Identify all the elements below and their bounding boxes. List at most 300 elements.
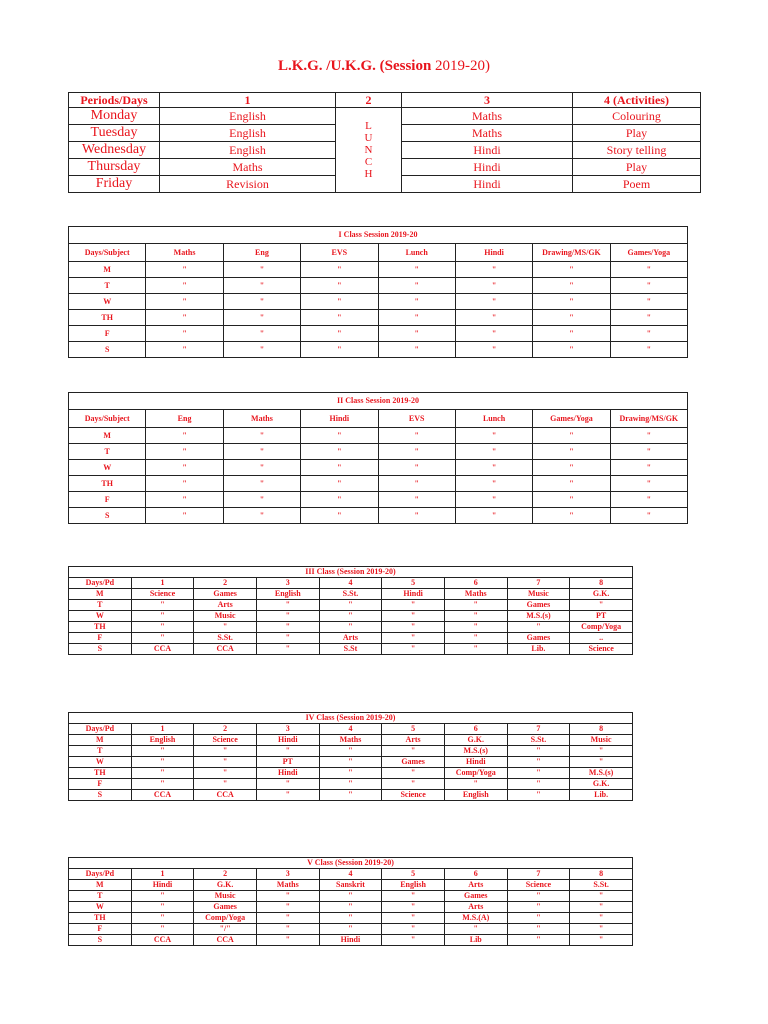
period-cell: " [319, 600, 382, 611]
period-cell: " [146, 326, 223, 342]
period-cell: " [319, 790, 382, 801]
period-cell: " [570, 935, 633, 946]
period-cell: " [146, 294, 223, 310]
period-cell: " [194, 746, 257, 757]
period-cell: " [194, 622, 257, 633]
period-cell: " [444, 600, 507, 611]
day-cell: S [69, 935, 132, 946]
lkg-timetable [68, 92, 701, 193]
header-cell: Days/Subject [69, 410, 146, 428]
header-cell: Days/Pd [69, 578, 132, 589]
lunch-label: L U N C H [364, 120, 373, 180]
table-row [69, 294, 688, 310]
period-cell: Science [570, 644, 633, 655]
period-cell: " [533, 460, 610, 476]
day-cell: T [69, 278, 146, 294]
period-cell: Maths [402, 125, 573, 142]
table-row [69, 913, 633, 924]
header-cell: Days/Pd [69, 724, 132, 735]
period-cell: " [444, 633, 507, 644]
period-cell: " [610, 310, 687, 326]
day-cell: F [69, 779, 132, 790]
header-cell: 8 [570, 724, 633, 735]
period-cell: " [610, 492, 687, 508]
period-cell: " [382, 902, 445, 913]
table-row [69, 326, 688, 342]
period-cell: G.K. [570, 589, 633, 600]
table-row [69, 600, 633, 611]
period-cell: " [533, 492, 610, 508]
header-cell: Days/Subject [69, 244, 146, 262]
lunch-cell [336, 108, 402, 193]
day-cell: W [69, 460, 146, 476]
day-cell: TH [69, 913, 132, 924]
header-cell: 3 [256, 578, 319, 589]
table-row [69, 735, 633, 746]
period-cell: " [256, 611, 319, 622]
period-cell: " [455, 342, 532, 358]
period-cell: " [223, 508, 300, 524]
table-header-row [69, 724, 633, 735]
period-cell: " [131, 924, 194, 935]
period-cell: " [301, 444, 378, 460]
period-cell: Arts [444, 880, 507, 891]
period-cell: Science [131, 589, 194, 600]
day-cell: M [69, 880, 132, 891]
table-header-row [69, 93, 701, 108]
period-cell: " [256, 902, 319, 913]
period-cell: " [570, 746, 633, 757]
period-cell: " [256, 924, 319, 935]
period-cell: " [378, 476, 455, 492]
period-cell: " [131, 611, 194, 622]
table-header-row [69, 578, 633, 589]
period-cell: Maths [160, 159, 336, 176]
period-cell: Revision [160, 176, 336, 193]
table-row [69, 476, 688, 492]
period-cell: " [382, 935, 445, 946]
period-cell: " [378, 428, 455, 444]
period-cell: Arts [444, 902, 507, 913]
period-cell: " [507, 622, 570, 633]
table-row [69, 790, 633, 801]
period-cell: " [455, 326, 532, 342]
period-cell: " [131, 746, 194, 757]
period-cell: " [610, 428, 687, 444]
table-row [69, 108, 701, 125]
header-cell: 4 [319, 578, 382, 589]
period-cell: " [319, 611, 382, 622]
day-cell: M [69, 262, 146, 278]
day-cell: T [69, 600, 132, 611]
day-cell: M [69, 735, 132, 746]
table-row [69, 757, 633, 768]
header-cell: Drawing/MS/GK [610, 410, 687, 428]
day-cell: S [69, 342, 146, 358]
period-cell: " [444, 611, 507, 622]
period-cell: " [378, 310, 455, 326]
period-cell: Story telling [573, 142, 701, 159]
period-cell: " [146, 492, 223, 508]
period-cell: " [570, 924, 633, 935]
period-cell: " [131, 633, 194, 644]
period-cell: " [382, 746, 445, 757]
period-cell: " [455, 428, 532, 444]
period-cell: " [455, 444, 532, 460]
period-cell: S.St [319, 644, 382, 655]
period-cell: " [301, 278, 378, 294]
day-cell: TH [69, 768, 132, 779]
header-cell: 4 [319, 869, 382, 880]
period-cell: English [160, 142, 336, 159]
period-cell: Comp/Yoga [570, 622, 633, 633]
period-cell: M.S.(s) [444, 746, 507, 757]
period-cell: " [223, 310, 300, 326]
period-cell: Hindi [402, 176, 573, 193]
table-row [69, 768, 633, 779]
header-cell: 1 [131, 578, 194, 589]
day-cell: T [69, 891, 132, 902]
table-row [69, 460, 688, 476]
period-cell: CCA [131, 790, 194, 801]
header-cell: EVS [301, 244, 378, 262]
day-cell: F [69, 633, 132, 644]
period-cell: " [533, 428, 610, 444]
period-cell: " [256, 779, 319, 790]
period-cell: " [610, 278, 687, 294]
caption-row [69, 713, 633, 724]
period-cell: " [194, 768, 257, 779]
period-cell: Play [573, 159, 701, 176]
header-cell: 6 [444, 724, 507, 735]
header-cell: 2 [194, 869, 257, 880]
period-cell: " [194, 779, 257, 790]
period-cell: " [444, 622, 507, 633]
caption-row [69, 858, 633, 869]
header-cell: 2 [336, 93, 402, 108]
day-cell: F [69, 326, 146, 342]
caption-row [69, 567, 633, 578]
header-cell: Periods/Days [69, 93, 160, 108]
period-cell: Sanskrit [319, 880, 382, 891]
table-row [69, 278, 688, 294]
period-cell: " [382, 600, 445, 611]
header-cell: 1 [131, 724, 194, 735]
period-cell: Comp/Yoga [444, 768, 507, 779]
header-cell: 6 [444, 869, 507, 880]
period-cell: " [256, 633, 319, 644]
period-cell: " [378, 492, 455, 508]
period-cell: " [378, 508, 455, 524]
period-cell: " [533, 342, 610, 358]
period-cell: " [507, 779, 570, 790]
period-cell: " [382, 913, 445, 924]
table-row [69, 611, 633, 622]
header-cell: 6 [444, 578, 507, 589]
period-cell: " [301, 428, 378, 444]
header-cell: Maths [223, 410, 300, 428]
header-cell: EVS [378, 410, 455, 428]
day-cell: M [69, 589, 132, 600]
period-cell: English [160, 108, 336, 125]
period-cell: " [507, 913, 570, 924]
period-cell: G.K. [570, 779, 633, 790]
period-cell: " [533, 294, 610, 310]
period-cell: " [507, 757, 570, 768]
period-cell: " [378, 278, 455, 294]
period-cell: " [533, 326, 610, 342]
table-row [69, 935, 633, 946]
period-cell: Music [194, 611, 257, 622]
period-cell: M.S.(s) [507, 611, 570, 622]
header-cell: 1 [131, 869, 194, 880]
period-cell: " [610, 476, 687, 492]
period-cell: " [382, 622, 445, 633]
day-cell: TH [69, 310, 146, 326]
header-cell: 3 [256, 724, 319, 735]
day-cell: TH [69, 476, 146, 492]
period-cell: " [455, 476, 532, 492]
day-cell: S [69, 644, 132, 655]
period-cell: " [223, 278, 300, 294]
period-cell: English [444, 790, 507, 801]
class-4-timetable [68, 712, 633, 801]
period-cell: " [570, 600, 633, 611]
period-cell: " [319, 622, 382, 633]
period-cell: " [319, 924, 382, 935]
period-cell: " [194, 757, 257, 768]
period-cell: " [256, 913, 319, 924]
header-cell: 5 [382, 578, 445, 589]
period-cell: " [223, 460, 300, 476]
period-cell: Maths [319, 735, 382, 746]
period-cell: Lib. [570, 790, 633, 801]
period-cell: Hindi [402, 142, 573, 159]
period-cell: " [223, 342, 300, 358]
period-cell: " [444, 924, 507, 935]
period-cell: " [301, 508, 378, 524]
period-cell: " [319, 746, 382, 757]
table-row [69, 924, 633, 935]
period-cell: " [146, 278, 223, 294]
caption-row [69, 393, 688, 410]
header-cell: 4 [319, 724, 382, 735]
period-cell: CCA [194, 644, 257, 655]
title-year: 2019-20) [435, 58, 491, 74]
period-cell: " [533, 278, 610, 294]
header-cell: Days/Pd [69, 869, 132, 880]
table-header-row [69, 410, 688, 428]
table-row [69, 891, 633, 902]
class-2-timetable [68, 392, 688, 524]
period-cell: " [319, 779, 382, 790]
period-cell: " [146, 342, 223, 358]
period-cell: English [382, 880, 445, 891]
table-row [69, 492, 688, 508]
period-cell: " [223, 428, 300, 444]
period-cell: " [382, 891, 445, 902]
period-cell: S.St. [570, 880, 633, 891]
period-cell: " [382, 644, 445, 655]
period-cell: " [455, 460, 532, 476]
table-row [69, 880, 633, 891]
day-cell: T [69, 444, 146, 460]
period-cell: " [223, 476, 300, 492]
header-cell: 2 [194, 578, 257, 589]
period-cell: Hindi [319, 935, 382, 946]
period-cell: " [319, 757, 382, 768]
period-cell: Lib. [507, 644, 570, 655]
period-cell: " [256, 622, 319, 633]
header-cell: Hindi [301, 410, 378, 428]
table-row [69, 779, 633, 790]
header-cell: Maths [146, 244, 223, 262]
period-cell: PT [570, 611, 633, 622]
period-cell: Hindi [402, 159, 573, 176]
period-cell: " [319, 913, 382, 924]
period-cell: " [131, 902, 194, 913]
class-1-timetable [68, 226, 688, 358]
header-cell: 3 [256, 869, 319, 880]
period-cell: CCA [194, 935, 257, 946]
header-cell: Lunch [455, 410, 532, 428]
period-cell: " [378, 342, 455, 358]
period-cell: Science [507, 880, 570, 891]
period-cell: " [378, 262, 455, 278]
period-cell: " [507, 790, 570, 801]
day-cell: Wednesday [69, 142, 160, 159]
period-cell: " [301, 262, 378, 278]
period-cell: Poem [573, 176, 701, 193]
table-row [69, 310, 688, 326]
period-cell: CCA [194, 790, 257, 801]
header-cell: 5 [382, 869, 445, 880]
period-cell: " [570, 891, 633, 902]
table-row [69, 622, 633, 633]
period-cell: " [533, 310, 610, 326]
table-row [69, 589, 633, 600]
period-cell: " [378, 326, 455, 342]
period-cell: " [319, 768, 382, 779]
header-cell: Eng [223, 244, 300, 262]
period-cell: " [507, 746, 570, 757]
period-cell: " [507, 902, 570, 913]
period-cell: " [301, 460, 378, 476]
table-caption: V Class (Session 2019-20) [69, 858, 633, 869]
period-cell: " [301, 476, 378, 492]
header-cell: Lunch [378, 244, 455, 262]
period-cell: " [382, 611, 445, 622]
period-cell: " [570, 913, 633, 924]
day-cell: Friday [69, 176, 160, 193]
title-main: L.K.G. /U.K.G. (Session [277, 58, 432, 74]
period-cell: " [131, 768, 194, 779]
period-cell: " [256, 644, 319, 655]
table-header-row [69, 244, 688, 262]
day-cell: TH [69, 622, 132, 633]
period-cell: " [378, 460, 455, 476]
header-cell: Games/Yoga [533, 410, 610, 428]
period-cell: " [146, 476, 223, 492]
table-row [69, 633, 633, 644]
header-cell: Drawing/MS/GK [533, 244, 610, 262]
period-cell: Hindi [131, 880, 194, 891]
header-cell: 8 [570, 578, 633, 589]
period-cell: " [256, 790, 319, 801]
class-5-timetable [68, 857, 633, 946]
period-cell: Science [382, 790, 445, 801]
period-cell: " [301, 326, 378, 342]
period-cell: Lib [444, 935, 507, 946]
period-cell: " [444, 644, 507, 655]
period-cell: "/" [194, 924, 257, 935]
period-cell: " [223, 444, 300, 460]
period-cell: " [319, 891, 382, 902]
period-cell: " [301, 492, 378, 508]
day-cell: F [69, 492, 146, 508]
table-row [69, 902, 633, 913]
caption-row [69, 227, 688, 244]
period-cell: " [131, 913, 194, 924]
period-cell: " [131, 622, 194, 633]
header-cell: 7 [507, 724, 570, 735]
period-cell: " [146, 460, 223, 476]
period-cell: S.St. [194, 633, 257, 644]
period-cell: " [301, 310, 378, 326]
period-cell: Games [507, 633, 570, 644]
period-cell: Hindi [256, 735, 319, 746]
period-cell: PT [256, 757, 319, 768]
period-cell: " [382, 779, 445, 790]
period-cell: " [507, 891, 570, 902]
table-caption: II Class Session 2019-20 [69, 393, 688, 410]
period-cell: " [131, 779, 194, 790]
period-cell: " [455, 508, 532, 524]
period-cell: Music [570, 735, 633, 746]
period-cell: Games [444, 891, 507, 902]
day-cell: W [69, 757, 132, 768]
period-cell: M.S.(s) [570, 768, 633, 779]
period-cell: " [131, 600, 194, 611]
period-cell: " [610, 294, 687, 310]
period-cell: " [131, 891, 194, 902]
header-cell: 4 (Activities) [573, 93, 701, 108]
period-cell: Games [194, 902, 257, 913]
period-cell: " [146, 310, 223, 326]
period-cell: Arts [194, 600, 257, 611]
table-row [69, 644, 633, 655]
period-cell: G.K. [194, 880, 257, 891]
period-cell: " [455, 278, 532, 294]
day-cell: W [69, 611, 132, 622]
period-cell: " [533, 476, 610, 492]
period-cell: S.St. [319, 589, 382, 600]
period-cell: " [319, 902, 382, 913]
period-cell: Maths [256, 880, 319, 891]
period-cell: " [507, 935, 570, 946]
header-cell: 8 [570, 869, 633, 880]
period-cell: " [146, 262, 223, 278]
period-cell: Colouring [573, 108, 701, 125]
period-cell: Games [382, 757, 445, 768]
table-row [69, 746, 633, 757]
period-cell: Arts [319, 633, 382, 644]
header-cell: 7 [507, 578, 570, 589]
period-cell: " [382, 924, 445, 935]
period-cell: Hindi [256, 768, 319, 779]
day-cell: W [69, 294, 146, 310]
period-cell: English [256, 589, 319, 600]
